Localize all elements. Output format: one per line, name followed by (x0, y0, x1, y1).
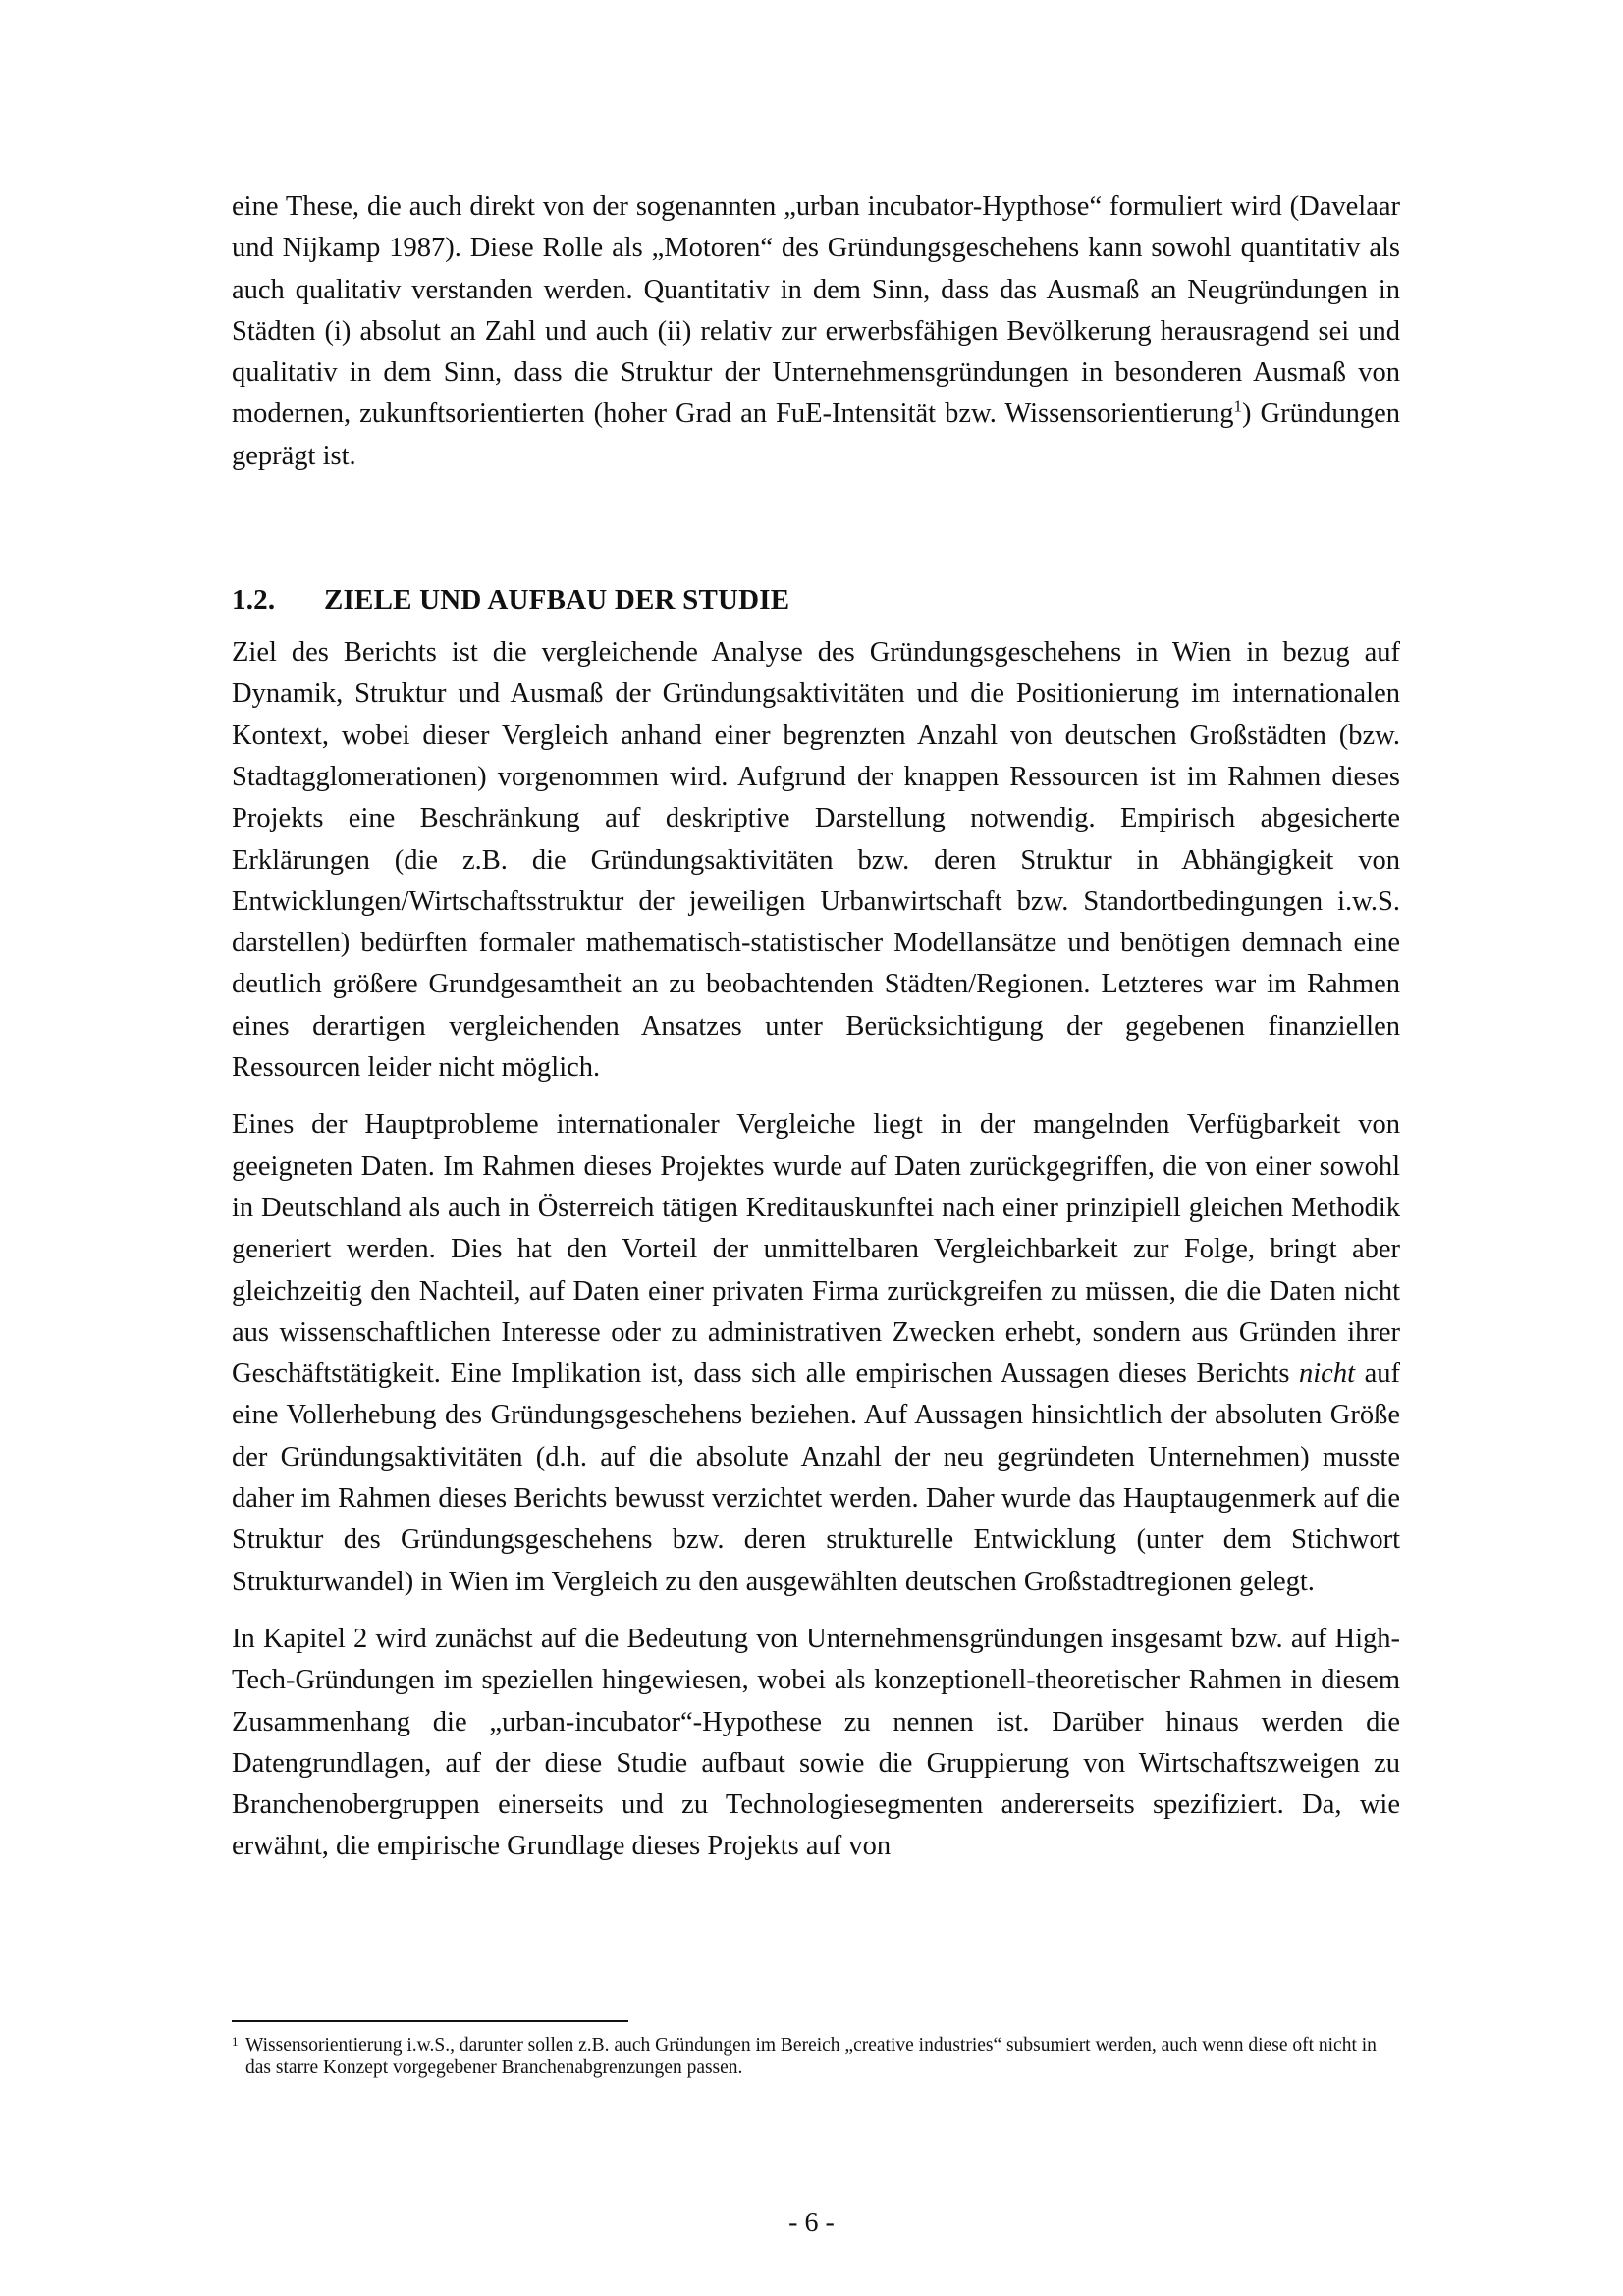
footnote-text: Wissensorientierung i.w.S., darunter sollen z.B. auch Gründungen im Bereich „creative industries“ subsumiert werden, auch wenn diese oft nicht in das starre Konzept vorgegebener Branchenabgrenzungen passen. (245, 2035, 1377, 2078)
intro-text: eine These, die auch direkt von der sogenannten „urban incubator-Hypthose“ formuliert wird (Davelaar und Nijkamp 1987). Diese Rolle als „Motoren“ des Gründungsgeschehens kann sowohl quantitativ als auch qualitativ verstanden werden. Quantitativ in dem Sinn, dass das Ausmaß an Neugründungen in Städten (i) absolut an Zahl und auch (ii) relativ zur erwerbsfähigen Bevölkerung herausragend sei und qualitativ in dem Sinn, dass die Struktur der Unternehmensgründungen in besonderen Ausmaß von modernen, zukunftsorientierten (hoher Grad an FuE-Intensität bzw. Wissensorientierung (232, 191, 1400, 430)
paragraph-aims: Ziel des Berichts ist die vergleichende Analyse des Gründungsgeschehens in Wien in bezug auf Dynamik, Struktur und Ausmaß der Gründungsaktivitäten und die Positionierung im internationalen Kontext, wobei dieser Vergleich anhand einer begrenzten Anzahl von deutschen Großstädten (bzw. Stadtagglomerationen) vorgenommen wird. Aufgrund der knappen Ressourcen ist im Rahmen dieses Projekts eine Beschränkung auf deskriptive Darstellung notwendig. Empirisch abgesicherte Erklärungen (die z.B. die Gründungsaktivitäten bzw. deren Struktur in Abhängigkeit von Entwicklungen/Wirtschaftsstruktur der jeweiligen Urbanwirtschaft bzw. Standortbedingungen i.w.S. darstellen) bedürften formaler mathematisch-statistischer Modellansätze und benötigen demnach eine deutlich größere Grundgesamtheit an zu beobachtenden Städten/Regionen. Letzteres war im Rahmen eines derartigen vergleichenden Ansatzes unter Berücksichtigung der gegebenen finanziellen Ressourcen leider nicht möglich. (232, 637, 1400, 1084)
footnote-divider (232, 2020, 628, 2022)
paragraph-text: Eines der Hauptprobleme internationaler Vergleiche liegt in der mangelnden Verfügbarkeit von geeigneten Daten. Im Rahmen dieses Projektes wurde auf Daten zurückgegriffen, die von einer sowohl in Deutschland als auch in Österreich tätigen Kreditauskunftei nach einer prinzipiell gleichen Methodik generiert werden. Dies hat den Vorteil der unmittelbaren Vergleichbarkeit zur Folge, bringt aber gleichzeitig den Nachteil, auf Daten einer privaten Firma zurückgreifen zu müssen, die die Daten nicht aus wissenschaftlichen Interesse oder zu administrativen Zwecken erhebt, sondern aus Gründen ihrer Geschäftstätigkeit. Eine Implikation ist, dass sich alle empirischen Aussagen dieses Berichts (232, 1109, 1400, 1390)
footnote (232, 2034, 1400, 2079)
footnote-mark: 1 (232, 2034, 239, 2049)
section-number: 1.2. (232, 584, 276, 616)
page-body (232, 187, 1400, 1868)
spacer (232, 1603, 1400, 1619)
paragraph-data-problems (232, 1104, 1400, 1603)
footnote-reference[interactable]: 1 (1233, 397, 1242, 416)
emphasis-text: nicht (1299, 1359, 1356, 1390)
page-number: - 6 - (788, 2208, 835, 2238)
section-title: ZIELE UND AUFBAU DER STUDIE (324, 584, 790, 616)
spacer (232, 1089, 1400, 1104)
section-heading (232, 579, 1400, 620)
paragraph-structure: In Kapitel 2 wird zunächst auf die Bedeutung von Unternehmensgründungen insgesamt bzw. auf High-Tech-Gründungen im speziellen hingewiesen, wobei als konzeptionell-theoretischer Rahmen in diesem Zusammenhang die „urban-incubator“-Hypothese zu nennen ist. Darüber hinaus werden die Datengrundlagen, auf der diese Studie aufbaut sowie die Gruppierung von Wirtschaftszweigen zu Branchenobergruppen einerseits und zu Technologiesegmenten andererseits spezifiziert. Da, wie erwähnt, die empirische Grundlage dieses Projekts auf von (232, 1623, 1400, 1862)
intro-paragraph (232, 187, 1400, 477)
intro-text-end: ) Gründungen geprägt ist. (232, 399, 1400, 471)
paragraph-text-end: auf eine Vollerhebung des Gründungsgeschehens beziehen. Auf Aussagen hinsichtlich der absoluten Größe der Gründungsaktivitäten (d.h. auf die absolute Anzahl der neu gegründeten Unternehmen) musste daher im Rahmen dieses Berichts bewusst verzichtet werden. Daher wurde das Hauptaugenmerk auf die Struktur des Gründungsgeschehens bzw. deren strukturelle Entwicklung (unter dem Stichwort Strukturwandel) in Wien im Vergleich zu den ausgewählten deutschen Großstadtregionen gelegt. (232, 1359, 1401, 1597)
spacer (232, 477, 1400, 579)
